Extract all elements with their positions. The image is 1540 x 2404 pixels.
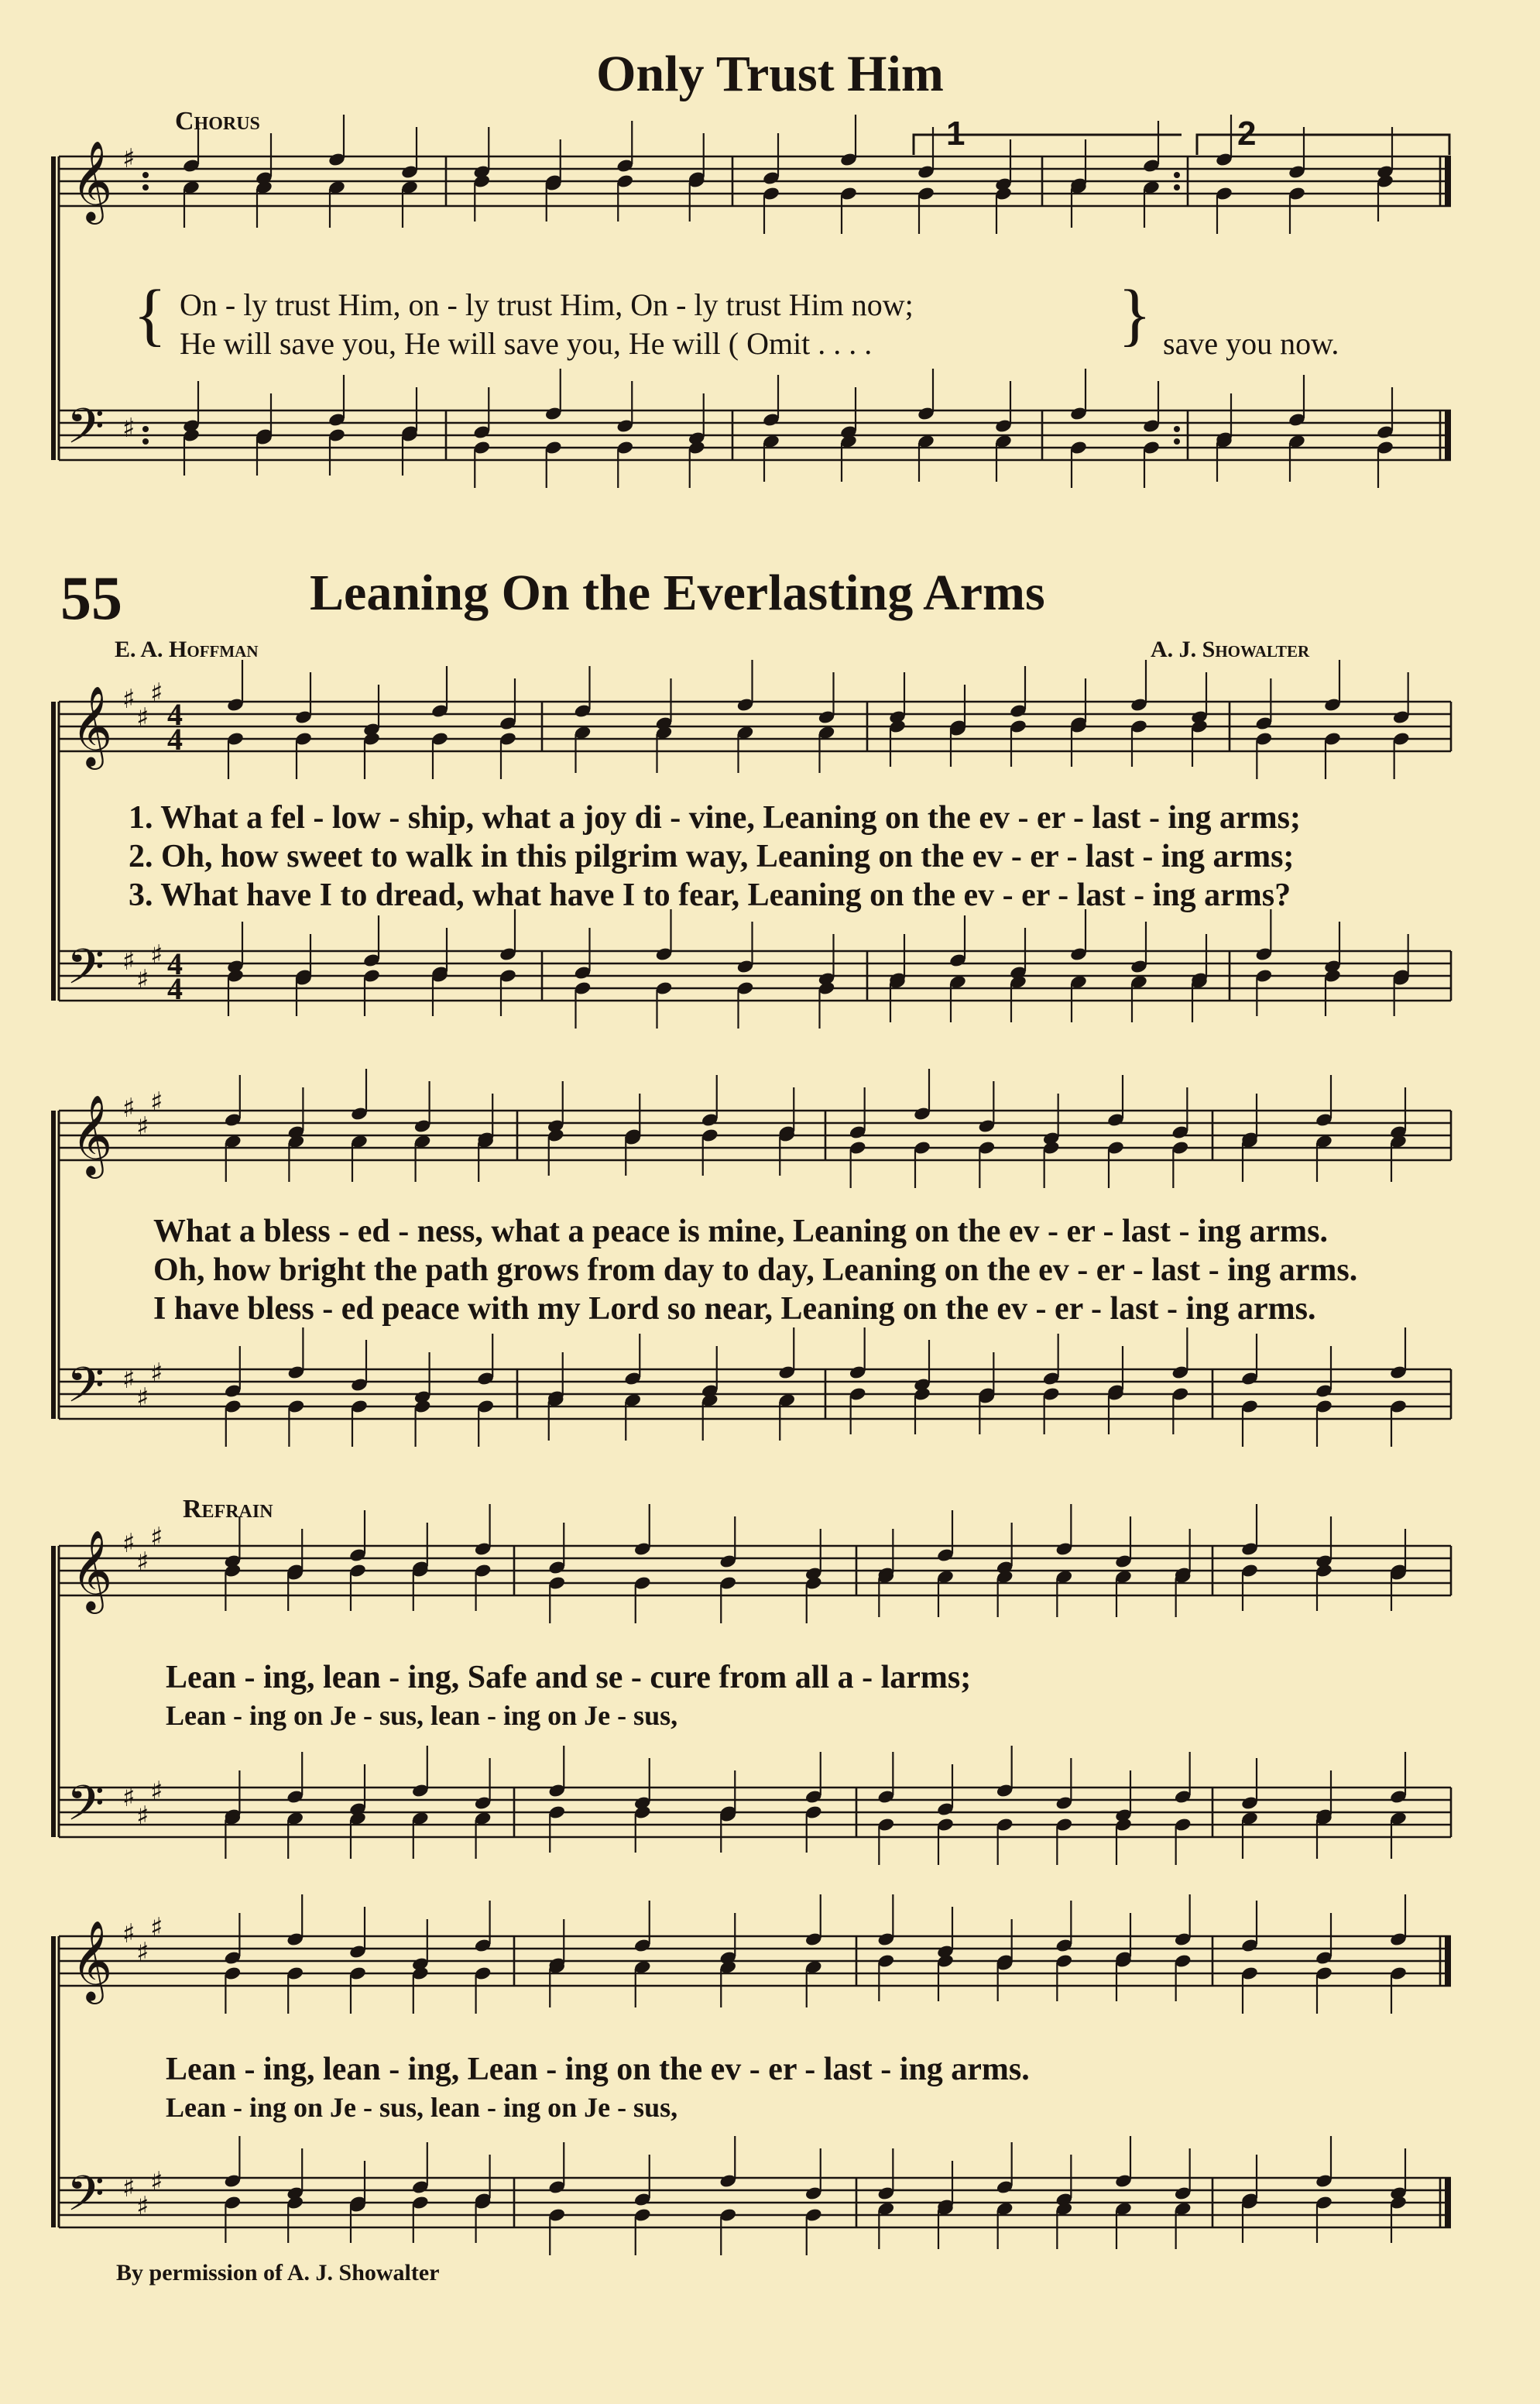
hymn1-bass-clef: 𝄢	[67, 397, 105, 466]
hymn1-bass-final-bar-thick	[1445, 410, 1451, 460]
repeat-dot	[142, 438, 149, 445]
repeat-dot	[142, 426, 149, 432]
system2-treble-sharp-sign: ♯	[122, 1093, 135, 1124]
hymn1-lyric-line-2-end: save you now.	[1163, 326, 1339, 361]
verse2-line-b: Oh, how bright the path grows from day to day, Leaning on the ev - er - last - ing arms.	[153, 1252, 1358, 1288]
system4-bass-clef: 𝄢	[67, 2165, 105, 2234]
system2-system-bracket	[51, 1111, 56, 1419]
repeat-dot	[1174, 438, 1180, 445]
refrain-label: Refrain	[183, 1495, 273, 1523]
repeat-dot	[142, 184, 149, 191]
refrain2-lyric: Lean - ing, lean - ing, Lean - ing on the ev - er - last - ing arms.	[166, 2052, 1030, 2087]
system3-treble-clef: 𝄞	[71, 1530, 113, 1611]
ending-2-bracket	[1197, 135, 1449, 155]
repeat-dot	[1174, 172, 1180, 178]
ending-1-marker: 1	[946, 115, 966, 153]
hymn1-treble-sharp-sign: ♯	[122, 143, 135, 174]
system1-bass-time-signature: 4	[167, 946, 183, 981]
system2-bass-sharp-sign: ♯	[150, 1358, 163, 1389]
hymn1-treble-clef: 𝄞	[71, 140, 113, 222]
hymn2-title: Leaning On the Everlasting Arms	[310, 565, 1045, 621]
system4-treble-sharp-sign: ♯	[150, 1912, 163, 1943]
system2-treble-sharp-sign: ♯	[150, 1087, 163, 1118]
refrain1-bass-lyric: Lean - ing on Je - sus, lean - ing on Je - sus,	[166, 1700, 678, 1731]
verse3-line-a: 3. What have I to dread, what have I to fear, Leaning on the ev - er - last - ing arms?	[129, 877, 1291, 913]
repeat-dot	[1174, 426, 1180, 432]
system2-bass-clef: 𝄢	[67, 1356, 105, 1425]
system3-bass-sharp-sign: ♯	[122, 1782, 135, 1813]
system4-bass-sharp-sign: ♯	[150, 2166, 163, 2197]
verse2-line-a: 2. Oh, how sweet to walk in this pilgrim way, Leaning on the ev - er - last - ing arms;	[129, 839, 1295, 874]
system3-bass-sharp-sign: ♯	[150, 1776, 163, 1807]
system1-bass-clef: 𝄢	[67, 938, 105, 1007]
hymn1-lyric-line-2: He will save you, He will save you, He will ( Omit . . . .	[180, 326, 873, 361]
hymn1-title: Only Trust Him	[596, 46, 944, 102]
system3-treble-sharp-sign: ♯	[122, 1528, 135, 1559]
system1-treble-sharp-sign: ♯	[150, 678, 163, 709]
verse1-line-a: 1. What a fel - low - ship, what a joy di - vine, Leaning on the ev - er - last - ing arms;	[129, 800, 1301, 836]
hymn-number: 55	[60, 565, 122, 633]
brace-right: }	[1118, 276, 1152, 353]
chorus-label: Chorus	[175, 107, 260, 136]
system4-bass-sharp-sign: ♯	[122, 2172, 135, 2203]
system1-treble-sharp-sign: ♯	[136, 702, 149, 733]
composer: A. J. Showalter	[1151, 637, 1310, 662]
hymn1-lyric-line-1: On - ly trust Him, on - ly trust Him, On - ly trust Him now;	[180, 287, 914, 322]
system1-bass-time-signature: 4	[167, 971, 183, 1006]
hymn1-bass-sharp-sign: ♯	[122, 413, 135, 444]
system4-bass-sharp-sign: ♯	[136, 2191, 149, 2222]
system2-bass-sharp-sign: ♯	[136, 1382, 149, 1413]
system4-system-bracket	[51, 1936, 56, 2227]
system1-bass-sharp-sign: ♯	[150, 939, 163, 970]
system4-treble-final-bar-thick	[1445, 1936, 1451, 1986]
repeat-dot	[1174, 184, 1180, 191]
system3-treble-sharp-sign: ♯	[150, 1522, 163, 1553]
system1-bass-sharp-sign: ♯	[136, 964, 149, 995]
repeat-dot	[142, 172, 149, 178]
system1-treble-time-signature: 4	[167, 722, 183, 757]
system3-treble-sharp-sign: ♯	[136, 1547, 149, 1578]
ending-2-marker: 2	[1237, 115, 1257, 153]
brace-left: {	[133, 276, 167, 353]
verse3-line-b: I have bless - ed peace with my Lord so near, Leaning on the ev - er - last - ing arms.	[153, 1291, 1316, 1327]
permission-credit: By permission of A. J. Showalter	[116, 2260, 440, 2286]
system3-system-bracket	[51, 1546, 56, 1837]
system3-bass-sharp-sign: ♯	[136, 1801, 149, 1832]
hymn1-treble-final-bar-thick	[1445, 156, 1451, 206]
verse1-line-b: What a bless - ed - ness, what a peace is mine, Leaning on the ev - er - last - ing arms.	[153, 1214, 1329, 1249]
hymn1-system-bracket	[51, 156, 56, 460]
system1-treble-clef: 𝄞	[71, 685, 113, 767]
system4-treble-clef: 𝄞	[71, 1920, 113, 2001]
refrain1-lyric: Lean - ing, lean - ing, Safe and se - cure from all a - larms;	[166, 1660, 972, 1695]
system4-treble-sharp-sign: ♯	[122, 1918, 135, 1949]
system3-bass-clef: 𝄢	[67, 1774, 105, 1843]
lyricist: E. A. Hoffman	[115, 637, 259, 662]
refrain2-bass-lyric: Lean - ing on Je - sus, lean - ing on Je - sus,	[166, 2092, 678, 2123]
system1-system-bracket	[51, 702, 56, 1001]
system2-treble-clef: 𝄞	[71, 1094, 113, 1176]
system4-treble-sharp-sign: ♯	[136, 1937, 149, 1968]
system2-bass-sharp-sign: ♯	[122, 1364, 135, 1395]
system1-treble-time-signature: 4	[167, 697, 183, 732]
system1-treble-sharp-sign: ♯	[122, 684, 135, 715]
system4-bass-final-bar-thick	[1445, 2178, 1451, 2227]
system1-bass-sharp-sign: ♯	[122, 946, 135, 977]
system2-treble-sharp-sign: ♯	[136, 1111, 149, 1142]
